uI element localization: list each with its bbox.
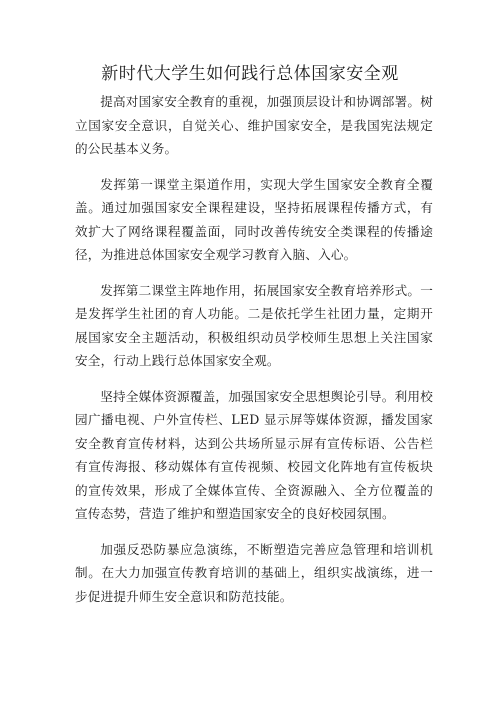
paragraph-4: 坚持全媒体资源覆盖，加强国家安全思想舆论引导。利用校园广播电视、户外宣传栏、LED 显示屏等媒体资源，播发国家安全教育宣传材料，达到公共场所显示屏有宣传标语、公告栏有宣传海报、移动媒体有宣传视频、校园文化阵地有宣传板块的宣传效果，形成了全媒体宣传、全资源融入、全方位覆盖的宣传态势，营造了维护和塑造国家安全的良好校园氛围。 [75, 388, 433, 521]
document-title: 新时代大学生如何践行总体国家安全观 [101, 64, 399, 84]
paragraph-2: 发挥第一课堂主渠道作用，实现大学生国家安全教育全覆盖。通过加强国家安全课程建设，坚持拓展课程传播方式，有效扩大了网络课程覆盖面，同时改善传统安全类课程的传播途径，为推进总体国家安全观学习教育入脑、入心。 [75, 176, 433, 262]
paragraph-1: 提高对国家安全教育的重视，加强顶层设计和协调部署。树立国家安全意识，自觉关心、维护国家安全，是我国宪法规定的公民基本义务。 [75, 94, 433, 156]
paragraph-3: 发挥第二课堂主阵地作用，拓展国家安全教育培养形式。一是发挥学生社团的育人功能。二是依托学生社团力量，定期开展国家安全主题活动，积极组织动员学校师生思想上关注国家安全，行动上践行总体国家安全观。 [75, 282, 433, 368]
document-body [75, 90, 433, 620]
paragraph-5: 加强反恐防暴应急演练，不断塑造完善应急管理和培训机制。在大力加强宣传教育培训的基础上，组织实战演练，进一步促进提升师生安全意识和防范技能。 [75, 541, 433, 604]
